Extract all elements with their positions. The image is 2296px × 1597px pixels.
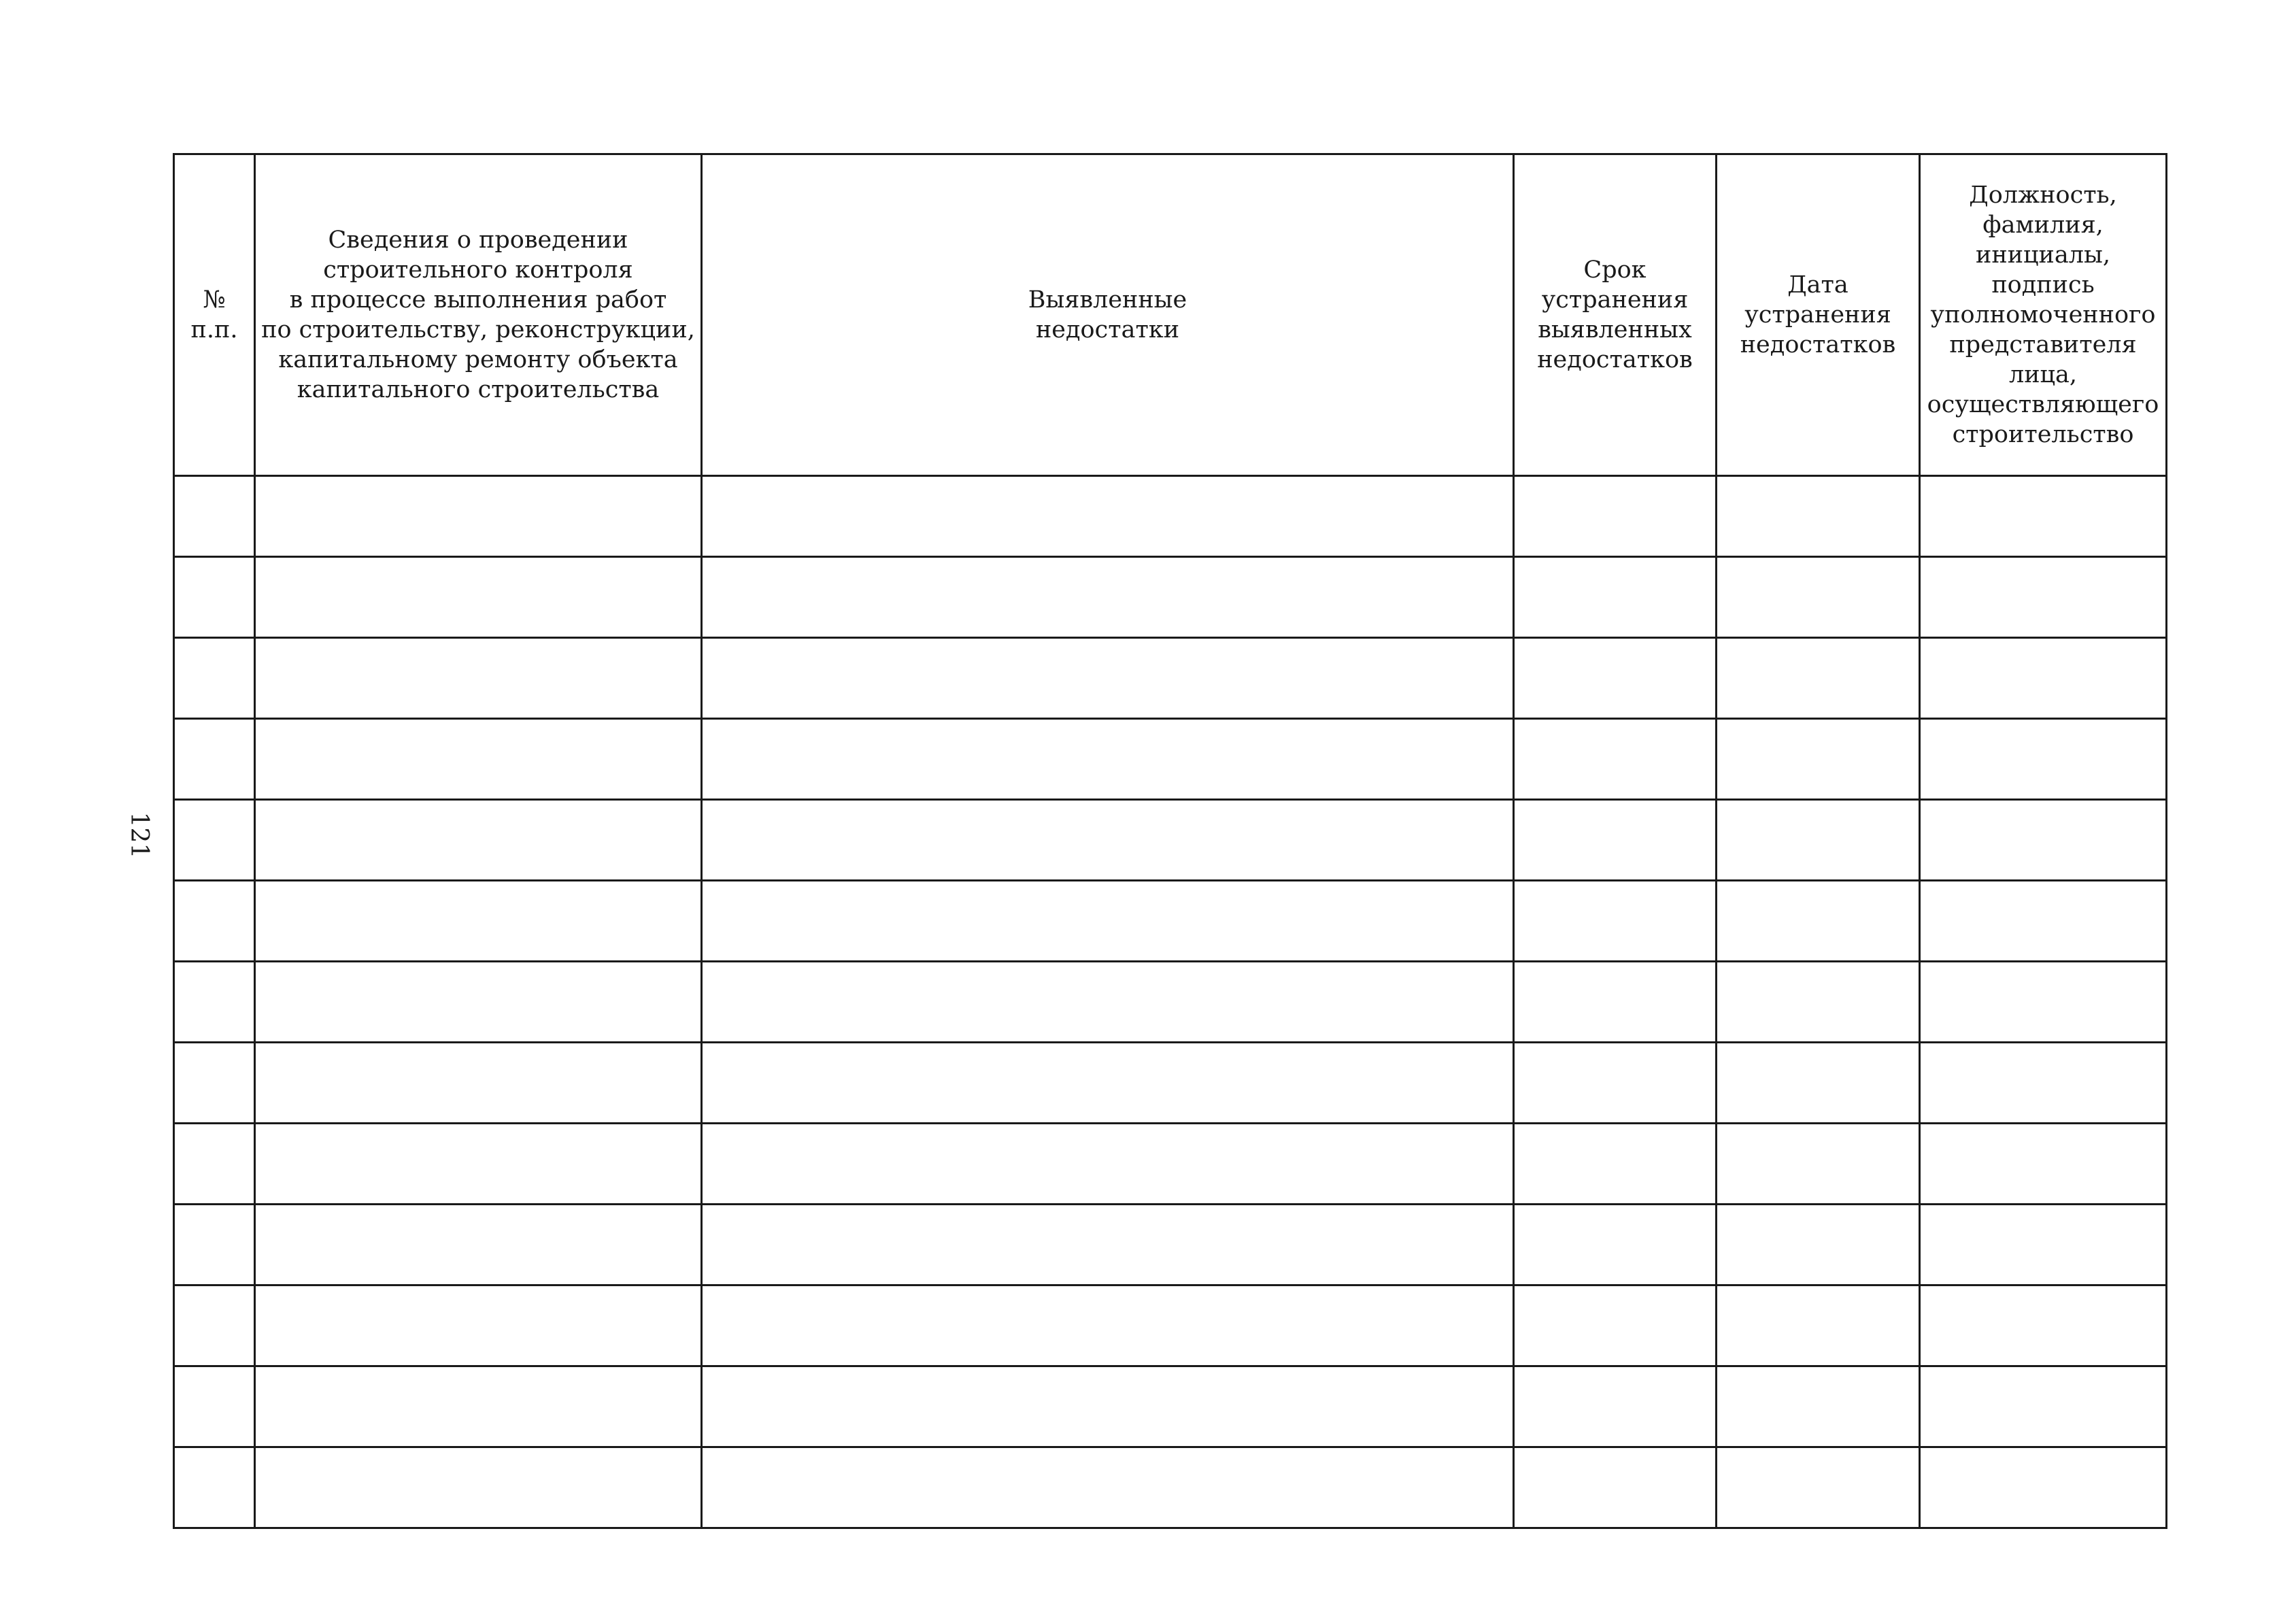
cell-representative-signature[interactable] — [1920, 881, 2167, 962]
table-row — [174, 1366, 2167, 1447]
table-body — [174, 476, 2167, 1528]
cell-identified-defects[interactable] — [702, 881, 1514, 962]
cell-elimination-date[interactable] — [1717, 881, 1920, 962]
cell-representative-signature[interactable] — [1920, 557, 2167, 638]
cell-construction-control-info[interactable] — [255, 962, 702, 1043]
cell-construction-control-info[interactable] — [255, 1205, 702, 1285]
cell-representative-signature[interactable] — [1920, 1366, 2167, 1447]
cell-number[interactable] — [174, 1285, 255, 1366]
table-row — [174, 719, 2167, 800]
cell-number[interactable] — [174, 557, 255, 638]
cell-representative-signature[interactable] — [1920, 962, 2167, 1043]
cell-construction-control-info[interactable] — [255, 1447, 702, 1528]
table-row — [174, 800, 2167, 881]
cell-identified-defects[interactable] — [702, 1043, 1514, 1124]
cell-elimination-date[interactable] — [1717, 962, 1920, 1043]
header-identified-defects: Выявленные недостатки — [702, 154, 1514, 476]
cell-number[interactable] — [174, 1043, 255, 1124]
table-row — [174, 1447, 2167, 1528]
cell-representative-signature[interactable] — [1920, 1447, 2167, 1528]
cell-identified-defects[interactable] — [702, 557, 1514, 638]
table-row — [174, 476, 2167, 557]
cell-construction-control-info[interactable] — [255, 1285, 702, 1366]
header-row — [174, 154, 2167, 476]
header-number: № п.п. — [174, 154, 255, 476]
cell-elimination-date[interactable] — [1717, 1285, 1920, 1366]
cell-construction-control-info[interactable] — [255, 557, 702, 638]
cell-elimination-deadline[interactable] — [1514, 719, 1717, 800]
cell-elimination-date[interactable] — [1717, 1366, 1920, 1447]
cell-representative-signature[interactable] — [1920, 1043, 2167, 1124]
table-row — [174, 1124, 2167, 1205]
cell-construction-control-info[interactable] — [255, 881, 702, 962]
cell-representative-signature[interactable] — [1920, 800, 2167, 881]
cell-identified-defects[interactable] — [702, 1124, 1514, 1205]
cell-number[interactable] — [174, 1366, 255, 1447]
header-representative-signature: Должность, фамилия, инициалы, подпись уполномоченного представителя лица, осуществляющего строительство — [1920, 154, 2167, 476]
cell-identified-defects[interactable] — [702, 719, 1514, 800]
cell-construction-control-info[interactable] — [255, 719, 702, 800]
cell-number[interactable] — [174, 638, 255, 719]
cell-elimination-date[interactable] — [1717, 800, 1920, 881]
cell-elimination-date[interactable] — [1717, 476, 1920, 557]
table-row — [174, 1285, 2167, 1366]
cell-representative-signature[interactable] — [1920, 1205, 2167, 1285]
cell-number[interactable] — [174, 962, 255, 1043]
cell-identified-defects[interactable] — [702, 800, 1514, 881]
cell-construction-control-info[interactable] — [255, 476, 702, 557]
cell-number[interactable] — [174, 1205, 255, 1285]
cell-identified-defects[interactable] — [702, 476, 1514, 557]
table-row — [174, 962, 2167, 1043]
cell-construction-control-info[interactable] — [255, 800, 702, 881]
header-construction-control-info: Сведения о проведении строительного контроля в процессе выполнения работ по строительству, реконструкции, капитальному ремонту объекта капитального строительства — [255, 154, 702, 476]
cell-number[interactable] — [174, 1447, 255, 1528]
cell-elimination-deadline[interactable] — [1514, 476, 1717, 557]
cell-elimination-deadline[interactable] — [1514, 962, 1717, 1043]
cell-identified-defects[interactable] — [702, 1366, 1514, 1447]
cell-elimination-date[interactable] — [1717, 638, 1920, 719]
cell-elimination-deadline[interactable] — [1514, 1285, 1717, 1366]
cell-elimination-deadline[interactable] — [1514, 557, 1717, 638]
cell-construction-control-info[interactable] — [255, 638, 702, 719]
table-header — [174, 154, 2167, 476]
cell-elimination-deadline[interactable] — [1514, 1447, 1717, 1528]
table-row — [174, 557, 2167, 638]
page-number: 121 — [125, 811, 154, 859]
cell-identified-defects[interactable] — [702, 1205, 1514, 1285]
cell-number[interactable] — [174, 719, 255, 800]
inspection-table — [173, 153, 2167, 1529]
cell-elimination-deadline[interactable] — [1514, 1124, 1717, 1205]
cell-identified-defects[interactable] — [702, 1285, 1514, 1366]
cell-elimination-deadline[interactable] — [1514, 638, 1717, 719]
cell-number[interactable] — [174, 800, 255, 881]
cell-representative-signature[interactable] — [1920, 638, 2167, 719]
cell-elimination-deadline[interactable] — [1514, 1205, 1717, 1285]
cell-elimination-date[interactable] — [1717, 1043, 1920, 1124]
cell-elimination-date[interactable] — [1717, 557, 1920, 638]
cell-construction-control-info[interactable] — [255, 1124, 702, 1205]
table-row — [174, 1043, 2167, 1124]
table-row — [174, 1205, 2167, 1285]
cell-identified-defects[interactable] — [702, 962, 1514, 1043]
cell-elimination-date[interactable] — [1717, 719, 1920, 800]
cell-elimination-date[interactable] — [1717, 1205, 1920, 1285]
cell-elimination-deadline[interactable] — [1514, 1366, 1717, 1447]
cell-elimination-deadline[interactable] — [1514, 800, 1717, 881]
header-elimination-date: Дата устранения недостатков — [1717, 154, 1920, 476]
cell-number[interactable] — [174, 476, 255, 557]
cell-elimination-deadline[interactable] — [1514, 1043, 1717, 1124]
table-row — [174, 881, 2167, 962]
cell-identified-defects[interactable] — [702, 638, 1514, 719]
cell-construction-control-info[interactable] — [255, 1366, 702, 1447]
header-elimination-deadline: Срок устранения выявленных недостатков — [1514, 154, 1717, 476]
cell-representative-signature[interactable] — [1920, 476, 2167, 557]
cell-elimination-date[interactable] — [1717, 1124, 1920, 1205]
cell-representative-signature[interactable] — [1920, 1124, 2167, 1205]
cell-elimination-date[interactable] — [1717, 1447, 1920, 1528]
cell-number[interactable] — [174, 881, 255, 962]
cell-representative-signature[interactable] — [1920, 1285, 2167, 1366]
table-row — [174, 638, 2167, 719]
cell-construction-control-info[interactable] — [255, 1043, 702, 1124]
cell-elimination-deadline[interactable] — [1514, 881, 1717, 962]
cell-number[interactable] — [174, 1124, 255, 1205]
cell-representative-signature[interactable] — [1920, 719, 2167, 800]
cell-identified-defects[interactable] — [702, 1447, 1514, 1528]
